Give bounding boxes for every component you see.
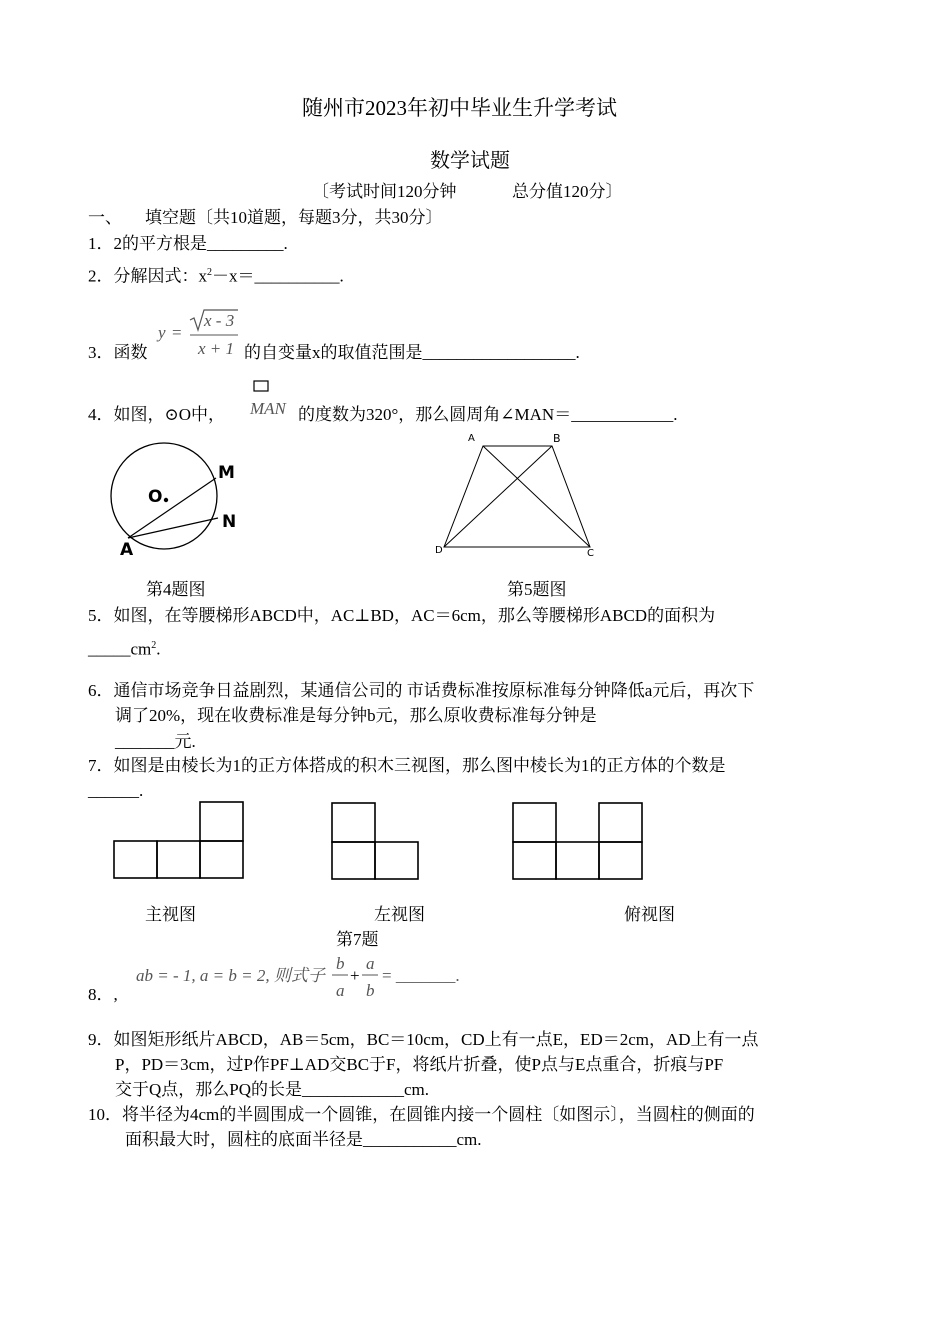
q5-line2 [88, 635, 161, 661]
q4-suffix: 的度数为320°，那么圆周角∠MAN＝____________. [298, 405, 678, 424]
q4-arc-label: MAN [250, 399, 286, 418]
q8-frac1-den: a [336, 981, 345, 1000]
q3-prefix: 3．函数 [88, 343, 148, 362]
q5-line2-suffix: . [156, 639, 161, 659]
q8-label: 8．, [88, 985, 118, 1004]
fig5-label-a: A [468, 433, 475, 444]
figure-5-trapezoid [440, 440, 600, 560]
q3-numerator: x - 3 [204, 311, 235, 330]
q8-frac2-num: a [366, 954, 375, 973]
fig7-caption: 第7题 [336, 930, 379, 949]
page-title: 随州市2023年初中毕业生升学考试 [302, 96, 617, 120]
q3-denominator: x + 1 [198, 339, 235, 358]
fig4-label-a: A [120, 540, 134, 560]
fig5-caption: 第5题图 [507, 580, 567, 599]
q8-frac2-bar [362, 974, 378, 976]
q10-line2: 面积最大时，圆柱的底面半径是___________cm. [125, 1130, 482, 1149]
q6-line1: 6．通信市场竞争日益剧烈，某通信公司的 市话费标准按原标准每分钟降低a元后，再次下 [88, 681, 755, 700]
q3-suffix: 的自变量x的取值范围是__________________. [244, 343, 580, 362]
question-1: 1．2的平方根是_________. [88, 234, 288, 253]
q7-line2: ______. [88, 781, 144, 800]
fig5-label-d: D [435, 545, 443, 556]
fig5-label-b: B [553, 432, 561, 445]
q3-formula-eq: = [172, 323, 182, 342]
left-view-figure [330, 802, 422, 882]
q9-line1: 9．如图矩形纸片ABCD，AB＝5cm，BC＝10cm，CD上有一点E，ED＝2cm，AD上有一点 [88, 1030, 759, 1049]
fig7-left-label: 左视图 [374, 905, 425, 924]
fig4-label-m: M [218, 463, 235, 483]
q8-plus: + [350, 966, 360, 985]
section-number: 一、 [88, 208, 122, 227]
q8-tail: = _______. [382, 966, 460, 985]
q8-formula: ab = - 1, a = b = 2, 则式子 [136, 966, 325, 985]
top-view-figure [511, 802, 647, 882]
fig7-top-label: 俯视图 [624, 905, 675, 924]
arc-symbol-icon [252, 380, 272, 392]
q2-sup: 2 [207, 267, 212, 278]
q6-line3: _______元. [115, 732, 196, 751]
fig5-label-c: C [587, 548, 594, 559]
exam-score: 总分值120分〕 [512, 182, 623, 201]
q9-line3: 交于Q点，那么PQ的长是____________cm. [115, 1080, 430, 1099]
fig4-label-n: N [222, 512, 237, 532]
question-2 [88, 262, 344, 288]
q2-suffix: －x＝__________. [212, 266, 344, 286]
q6-line2: 调了20%，现在收费标准是每分钟b元，那么原收费标准每分钟是 [115, 706, 597, 725]
exam-time: 〔考试时间120分钟 [312, 182, 457, 201]
fig4-caption: 第4题图 [146, 580, 206, 599]
section-title: 填空题〔共10道题，每题3分，共30分〕 [145, 208, 443, 227]
q9-line2: P，PD＝3cm，过P作PF⊥AD交BC于F，将纸片折叠，使P点与E点重合，折痕与PF [115, 1055, 724, 1074]
q4-prefix: 4．如图，⊙O中， [88, 405, 226, 424]
q5-line2-prefix: _____cm [88, 639, 152, 659]
q8-frac2-den: b [366, 981, 375, 1000]
page-subtitle: 数学试题 [430, 150, 510, 172]
fig7-front-label: 主视图 [145, 905, 196, 924]
q5-sup: 2 [151, 640, 157, 651]
q5-line1: 5．如图，在等腰梯形ABCD中，AC⊥BD，AC＝6cm，那么等腰梯形ABCD的面积为 [88, 606, 716, 625]
q7-line1: 7．如图是由棱长为1的正方体搭成的积木三视图，那么图中棱长为1的正方体的个数是 [88, 756, 726, 775]
fig4-label-o: O [148, 487, 163, 507]
q10-line1: 10．将半径为4cm的半圆围成一个圆锥，在圆锥内接一个圆柱〔如图示〕，当圆柱的侧面的 [88, 1105, 755, 1124]
q3-formula-y: y [158, 323, 166, 342]
front-view-figure [113, 800, 248, 882]
q8-frac1-num: b [336, 954, 345, 973]
q2-prefix: 2．分解因式：x [88, 266, 207, 286]
q8-frac1-bar [332, 974, 348, 976]
